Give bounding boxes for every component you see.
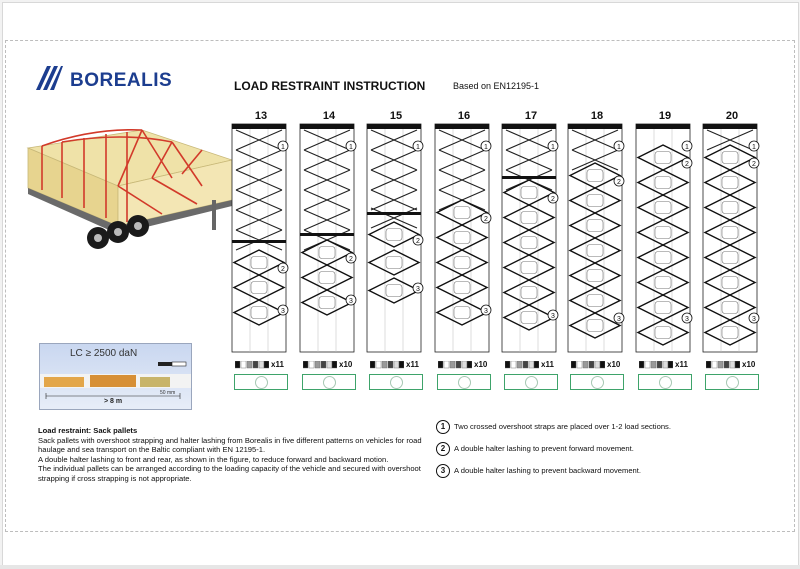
pallet-count-6: x10 — [607, 360, 621, 369]
svg-text:1: 1 — [349, 143, 353, 151]
pattern-number-6: 18 — [590, 110, 604, 122]
pattern-green-box-6 — [570, 374, 624, 390]
circle-icon — [659, 376, 672, 389]
description-paragraph-1: Sack pallets with overshoot strapping and halter lashing from Borealis in five different patterns on vehicles for road haulage and sea transport on the Baltic compliant with EN 12195-1. — [38, 435, 422, 455]
svg-text:1: 1 — [685, 143, 689, 151]
pallet-count-icon — [370, 361, 404, 369]
circle-icon — [255, 376, 268, 389]
pallet-count-icon — [706, 361, 740, 369]
circle-icon — [726, 376, 739, 389]
svg-text:1: 1 — [416, 143, 420, 151]
pallet-pattern-diagram — [434, 122, 492, 354]
pattern-green-box-1 — [234, 374, 288, 390]
circle-icon — [525, 376, 538, 389]
pattern-green-box-4 — [437, 374, 491, 390]
pattern-number-1: 13 — [254, 110, 268, 122]
svg-text:3: 3 — [617, 315, 621, 323]
pattern-green-box-5 — [504, 374, 558, 390]
svg-text:1: 1 — [281, 143, 285, 151]
pallet-pattern-diagram — [635, 122, 693, 354]
pallet-count-1: x11 — [271, 360, 284, 369]
pallet-pattern-diagram — [702, 122, 760, 354]
description-block — [38, 426, 428, 484]
svg-text:2: 2 — [416, 237, 420, 245]
svg-text:3: 3 — [281, 307, 285, 315]
document-subtitle: Based on EN12195-1 — [453, 81, 540, 91]
circle-icon — [591, 376, 604, 389]
pattern-green-box-7 — [638, 374, 692, 390]
load-capacity-label: LC ≥ 2500 daN — [70, 348, 138, 359]
pattern-number-3: 15 — [389, 110, 403, 122]
gap-label: 50 mm — [160, 390, 176, 396]
pallet-count-icon — [571, 361, 605, 369]
legend-text-3: A double halter lashing to prevent backward movement. — [454, 466, 641, 475]
pallet-count-2: x10 — [339, 360, 353, 369]
svg-text:2: 2 — [551, 195, 555, 203]
svg-text:2: 2 — [484, 215, 488, 223]
pallet-pattern-diagram — [366, 122, 424, 354]
legend-text-2: A double halter lashing to prevent forward movement. — [454, 444, 634, 453]
description-paragraph-2: A double halter lashing to front and rear, as shown in the figure, to reduce forward and backward motion. — [38, 454, 389, 464]
svg-text:3: 3 — [416, 285, 420, 293]
pattern-green-box-8 — [705, 374, 759, 390]
description-heading: Load restraint: Sack pallets — [38, 426, 138, 435]
pattern-number-5: 17 — [524, 110, 538, 122]
circle-icon — [390, 376, 403, 389]
pallet-count-icon — [639, 361, 673, 369]
svg-text:2: 2 — [752, 160, 756, 168]
pattern-green-box-2 — [302, 374, 356, 390]
pallet-count-4: x10 — [474, 360, 488, 369]
svg-text:2: 2 — [281, 265, 285, 273]
pattern-green-box-3 — [369, 374, 423, 390]
pallet-count-5: x11 — [541, 360, 554, 369]
pallet-pattern-diagram — [501, 122, 559, 354]
legend-text-1: Two crossed overshoot straps are placed over 1-2 load sections. — [454, 422, 671, 431]
description-paragraph-3: The individual pallets can be arranged according to the loading capacity of the vehicle and secured with overshoot strapping if cross strapping is not appropriate. — [38, 464, 421, 483]
pallet-pattern-diagram — [567, 122, 625, 354]
pattern-number-2: 14 — [322, 110, 336, 122]
svg-text:2: 2 — [349, 255, 353, 263]
document-title: LOAD RESTRAINT INSTRUCTION — [234, 79, 426, 93]
length-label: > 8 m — [104, 398, 123, 405]
svg-text:3: 3 — [484, 307, 488, 315]
svg-text:1: 1 — [484, 143, 488, 151]
pallet-count-7: x11 — [675, 360, 688, 369]
svg-text:3: 3 — [551, 312, 555, 320]
circle-icon — [458, 376, 471, 389]
svg-text:1: 1 — [752, 143, 756, 151]
svg-text:1: 1 — [551, 143, 555, 151]
svg-text:3: 3 — [685, 315, 689, 323]
brand-name: BOREALIS — [70, 70, 173, 91]
legend-number-3: 3 — [436, 464, 450, 478]
pallet-count-icon — [303, 361, 337, 369]
pallet-count-8: x10 — [742, 360, 756, 369]
pallet-count-icon — [235, 361, 269, 369]
pattern-number-8: 20 — [725, 110, 739, 122]
pallet-pattern-diagram — [299, 122, 357, 354]
pallet-pattern-diagram — [231, 122, 289, 354]
pattern-number-7: 19 — [658, 110, 672, 122]
pattern-number-4: 16 — [457, 110, 471, 122]
pallet-count-icon — [505, 361, 539, 369]
svg-text:3: 3 — [752, 315, 756, 323]
pallet-count-3: x11 — [406, 360, 419, 369]
circle-icon — [323, 376, 336, 389]
svg-text:2: 2 — [685, 160, 689, 168]
svg-text:2: 2 — [617, 178, 621, 186]
pallet-count-icon — [438, 361, 472, 369]
svg-text:1: 1 — [617, 143, 621, 151]
legend-number-1: 1 — [436, 420, 450, 434]
legend-number-2: 2 — [436, 442, 450, 456]
svg-text:3: 3 — [349, 297, 353, 305]
